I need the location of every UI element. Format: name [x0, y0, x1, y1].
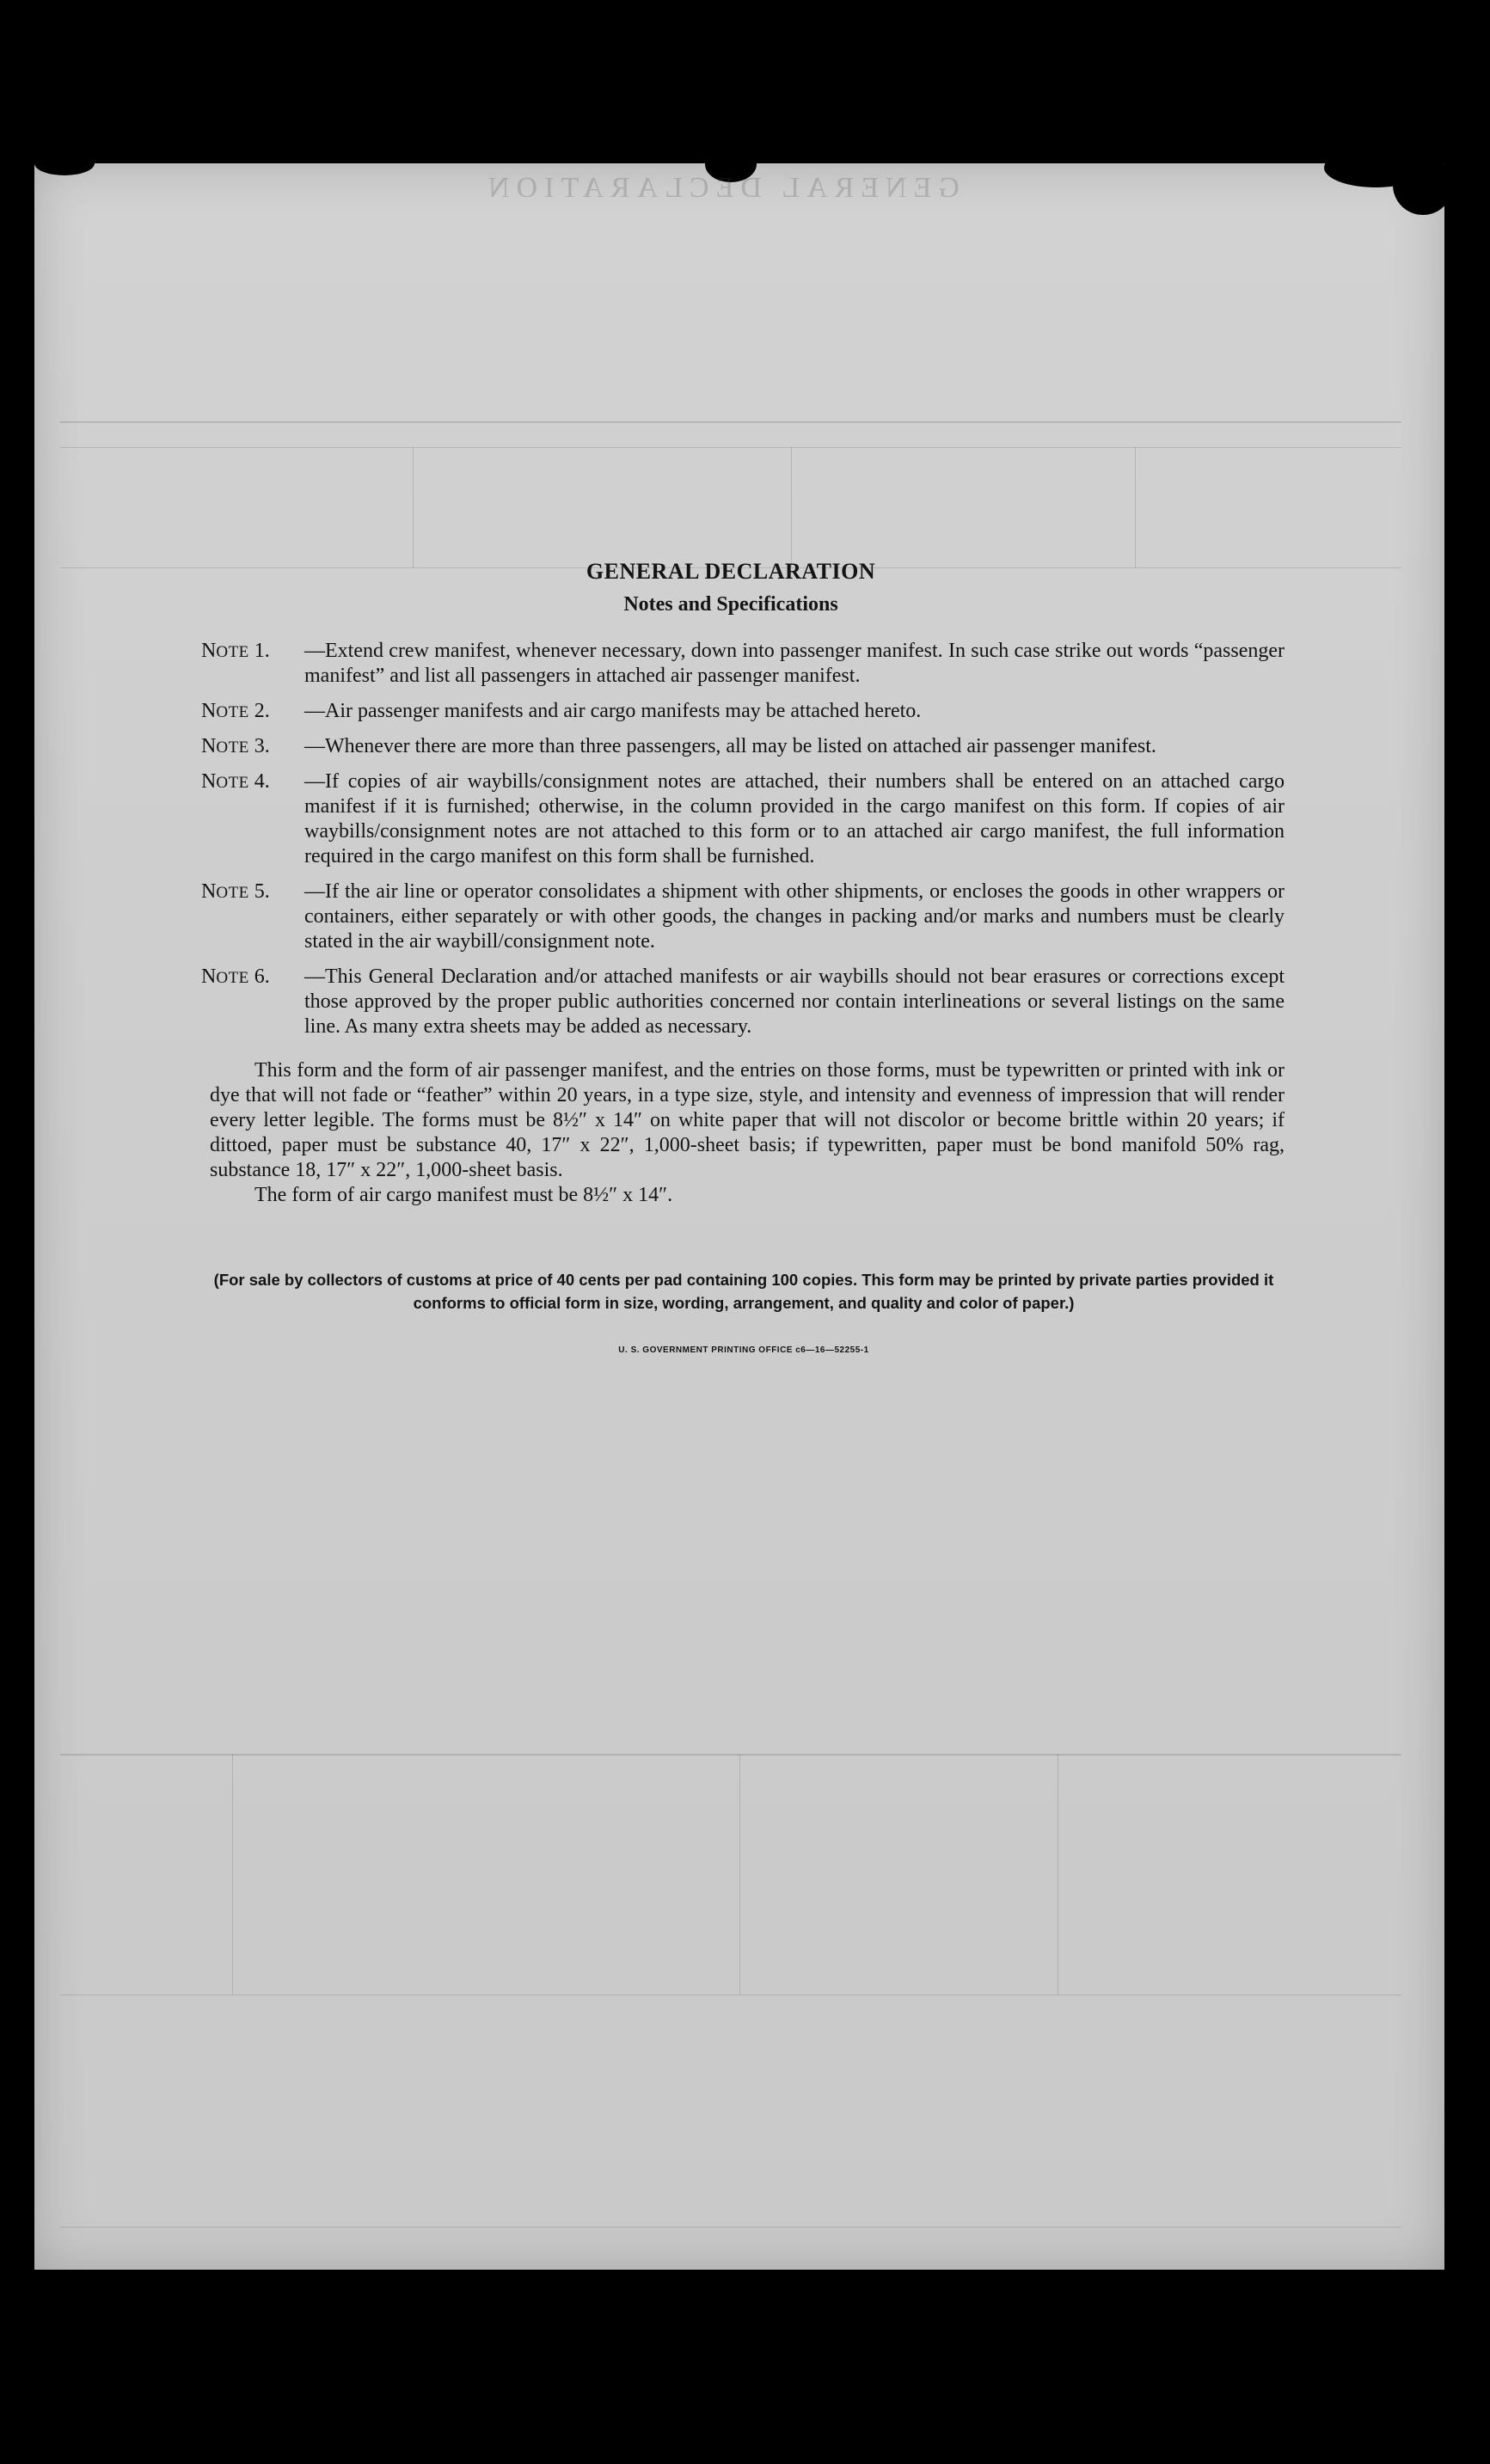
bleed-through-rule-1: [60, 421, 1401, 423]
note-label: NOTE 4.: [201, 770, 270, 793]
bleed-through-heading: GENERAL DECLARATION: [481, 172, 960, 204]
bleed-through-rule-9: [232, 1754, 233, 1995]
note-item: [169, 880, 1285, 954]
note-label: NOTE 5.: [201, 880, 270, 903]
bleed-through-rule-2: [60, 447, 1401, 448]
sale-notice: (For sale by collectors of customs at price of 40 cents per pad containing 100 copies. This form may be printed by private parties provided it conforms to official form in size, wording, arrangement, and quality and color of paper.): [213, 1271, 1274, 1312]
note-item: [169, 965, 1285, 1039]
page-subtitle: Notes and Specifications: [623, 593, 838, 616]
torn-edge-1: [34, 151, 95, 175]
note-label: NOTE 3.: [201, 735, 270, 757]
note-text: —If copies of air waybills/consignment notes are attached, their numbers shall be entered on an attached cargo manifest if it is furnished; otherwise, in the column provided in the cargo manifest on this form. If copies of air waybills/consignment notes are not attached to this form or to an attached air cargo manifest, the full information required in the cargo manifest on this form shall be furnished.: [304, 770, 1285, 867]
note-item: [169, 699, 1285, 724]
torn-edge-4: [1393, 155, 1453, 215]
note-item: [169, 639, 1285, 689]
note-label: NOTE 6.: [201, 965, 270, 988]
bleed-through-rule-12: [60, 2227, 1401, 2228]
bleed-through-rule-7: [60, 1754, 1401, 1756]
printer-line: U. S. GOVERNMENT PRINTING OFFICE c6—16—52255-1: [618, 1345, 869, 1355]
page-title: GENERAL DECLARATION: [586, 559, 876, 584]
specification-paragraph: This form and the form of air passenger manifest, and the entries on those forms, must be typewritten or printed with ink or dye that will not fade or “feather” within 20 years, in a type size, style, and intensity and evenness of impression that will render every letter legible. The forms must be 8½″ x 14″ on white paper that will not discolor or become brittle within 20 years; if dittoed, paper must be substance 40, 17″ x 22″, 1,000-sheet basis; if typewritten, paper must be bond manifold 50% rag, substance 18, 17″ x 22″, 1,000-sheet basis.: [210, 1059, 1285, 1181]
note-text: —This General Declaration and/or attached manifests or air waybills should not bear erasures or corrections except those approved by the proper public authorities concerned nor contain interlineations or several listings on the same line. As many extra sheets may be added as necessary.: [304, 965, 1285, 1038]
bleed-through-rule-6: [1135, 447, 1136, 567]
declaration-notes: [169, 559, 1285, 1355]
note-text: —Whenever there are more than three passengers, all may be listed on attached air passenger manifest.: [304, 735, 1156, 757]
note-label: NOTE 1.: [201, 640, 270, 662]
cargo-form-size: The form of air cargo manifest must be 8½″ x 14″.: [254, 1184, 673, 1206]
note-text: —Air passenger manifests and air cargo manifests may be attached hereto.: [304, 700, 922, 722]
note-text: —Extend crew manifest, whenever necessary, down into passenger manifest. In such case strike out words “passenger manifest” and list all passengers in attached air passenger manifest.: [304, 640, 1285, 687]
note-text: —If the air line or operator consolidates a shipment with other shipments, or encloses the goods in other wrappers or containers, either separately or with other goods, the changes in packing and/or marks and numbers must be clearly stated in the air waybill/consignment note.: [304, 880, 1285, 953]
notes-list: [169, 639, 1285, 1039]
note-item: [169, 769, 1285, 869]
note-label: NOTE 2.: [201, 700, 270, 722]
bleed-through-rule-10: [739, 1754, 740, 1995]
note-item: [169, 734, 1285, 759]
bleed-through-rule-5: [791, 447, 792, 567]
bleed-through-rule-4: [413, 447, 414, 567]
